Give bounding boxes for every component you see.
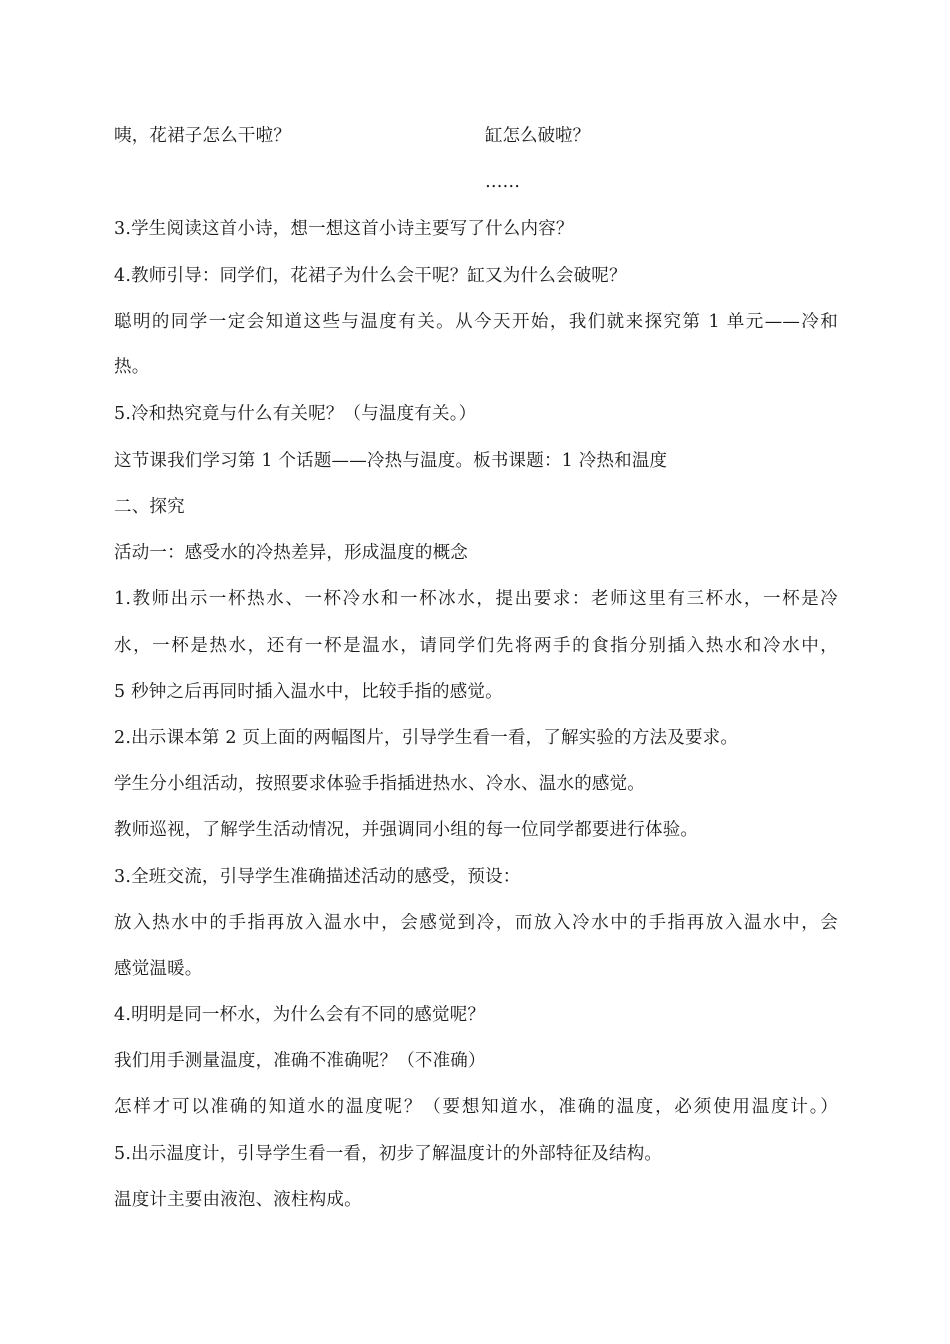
poem-left-line: 咦，花裙子怎么干啦？ bbox=[114, 126, 291, 146]
paragraph-line: 温度计主要由液泡、液柱构成。 bbox=[114, 1190, 362, 1210]
paragraph-line: 5.出示温度计，引导学生看一看，初步了解温度计的外部特征及结构。 bbox=[114, 1144, 663, 1164]
paragraph-line: 1.教师出示一杯热水、一杯冷水和一杯冰水，提出要求：老师这里有三杯水，一杯是冷 bbox=[114, 589, 838, 609]
paragraph-line: 5 秒钟之后再同时插入温水中，比较手指的感觉。 bbox=[114, 682, 503, 702]
poem-right-line: 缸怎么破啦？ bbox=[485, 126, 590, 146]
paragraph-line: 4.明明是同一杯水，为什么会有不同的感觉呢？ bbox=[114, 1005, 486, 1025]
section-heading: 二、探究 bbox=[114, 497, 185, 517]
paragraph-line: 水，一杯是热水，还有一杯是温水，请同学们先将两手的食指分别插入热水和冷水中， bbox=[114, 636, 838, 656]
paragraph-line: 5.冷和热究竟与什么有关呢？（与温度有关。） bbox=[114, 404, 477, 424]
paragraph-line: 教师巡视，了解学生活动情况，并强调同小组的每一位同学都要进行体验。 bbox=[114, 820, 699, 840]
paragraph-line: 聪明的同学一定会知道这些与温度有关。从今天开始，我们就来探究第 1 单元——冷和 bbox=[114, 312, 838, 332]
paragraph-line: 怎样才可以准确的知道水的温度呢？（要想知道水，准确的温度，必须使用温度计。） bbox=[114, 1097, 838, 1117]
paragraph-line: 热。 bbox=[114, 357, 150, 377]
paragraph-line: 感觉温暖。 bbox=[114, 959, 203, 979]
activity-heading: 活动一：感受水的冷热差异，形成温度的概念 bbox=[114, 543, 468, 563]
paragraph-line: 4.教师引导：同学们，花裙子为什么会干呢？缸又为什么会破呢？ bbox=[114, 266, 627, 286]
poem-ellipsis: …… bbox=[485, 172, 520, 192]
paragraph-line: 我们用手测量温度，准确不准确呢？（不准确） bbox=[114, 1051, 486, 1071]
paragraph-line: 2.出示课本第 2 页上面的两幅图片，引导学生看一看，了解实验的方法及要求。 bbox=[114, 728, 739, 748]
paragraph-line: 放入热水中的手指再放入温水中，会感觉到冷，而放入冷水中的手指再放入温水中，会 bbox=[114, 913, 838, 933]
paragraph-line: 3.学生阅读这首小诗，想一想这首小诗主要写了什么内容？ bbox=[114, 219, 574, 239]
paragraph-line: 学生分小组活动，按照要求体验手指插进热水、冷水、温水的感觉。 bbox=[114, 774, 645, 794]
paragraph-line: 这节课我们学习第 1 个话题——冷热与温度。板书课题：1 冷热和温度 bbox=[114, 451, 668, 471]
paragraph-line: 3.全班交流，引导学生准确描述活动的感受，预设： bbox=[114, 867, 521, 887]
